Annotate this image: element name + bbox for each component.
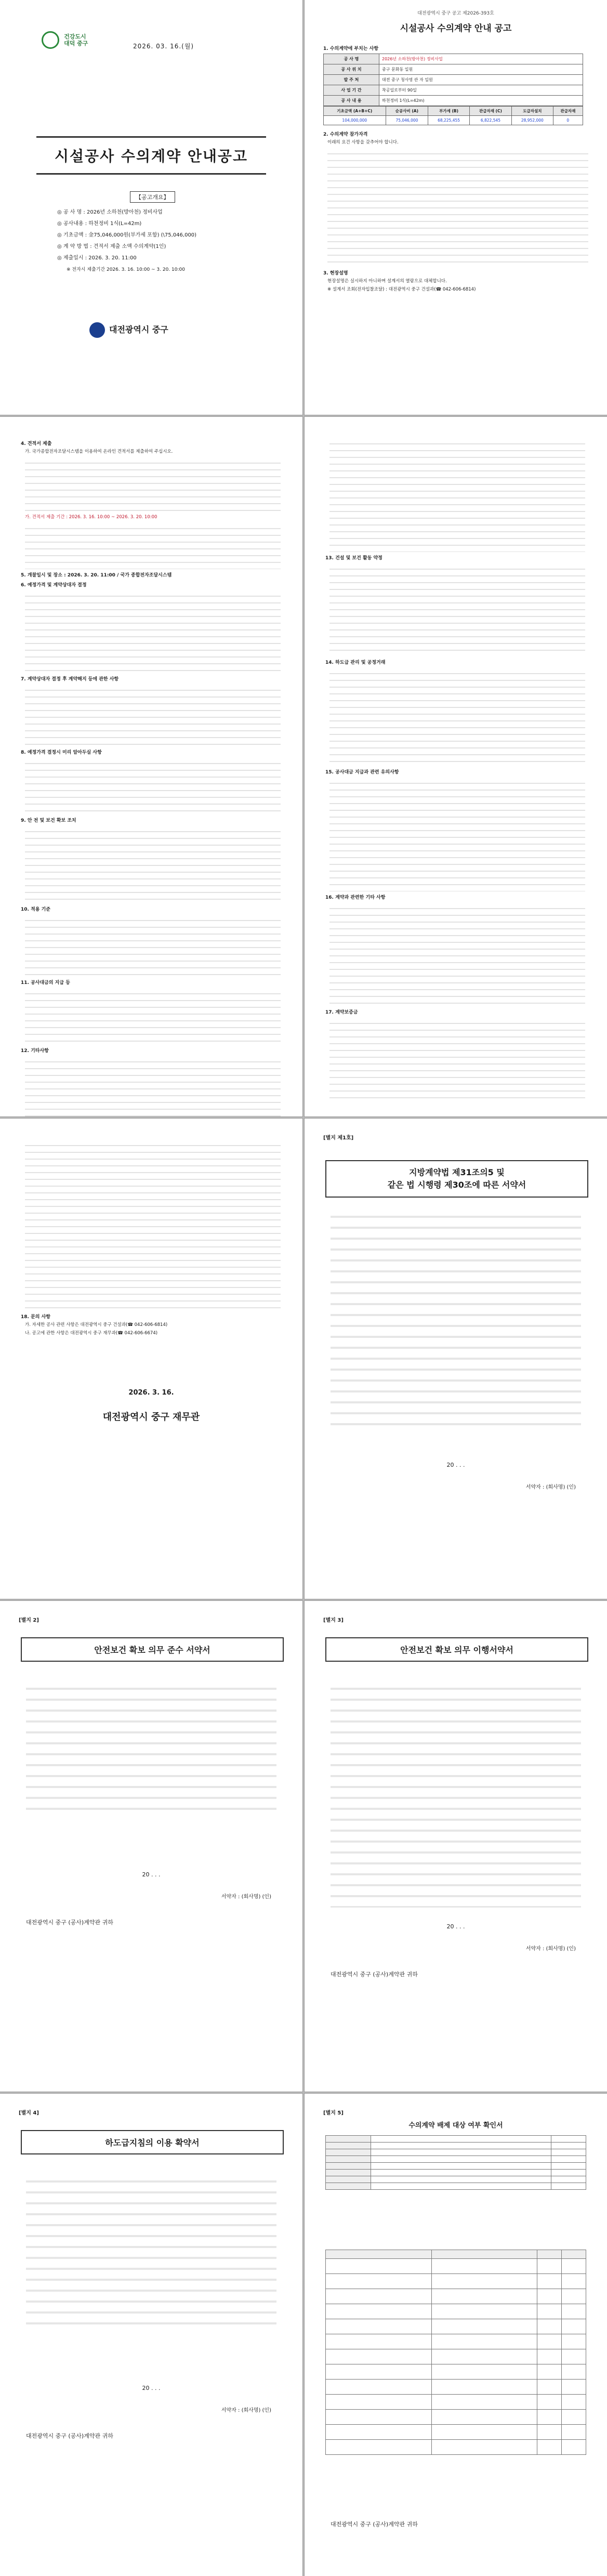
contact-line: 가. 자세한 공사 관련 사항은 대전광역시 중구 건설과(☎ 042-606-6814) bbox=[25, 1322, 168, 1328]
text-lines bbox=[329, 1017, 585, 1100]
section-heading: 11. 공사대금의 지급 등 bbox=[21, 980, 70, 985]
section-1 bbox=[323, 43, 588, 295]
closing-section bbox=[21, 1139, 281, 1338]
table-row bbox=[326, 2163, 586, 2170]
summary-item: ◎ 기초금액 : 金75,046,000원(부가세 포함) (\75,046,000) bbox=[57, 232, 197, 238]
table-row bbox=[326, 2143, 586, 2149]
notice-date: 2026. 3. 16. bbox=[128, 1389, 174, 1397]
section-note: ※ 설계서 조회(전자입찰조달) : 대전광역시 중구 건설과(☎ 042-606-6814) bbox=[327, 287, 476, 292]
section-heading: 7. 계약상대자 결정 후 계약해지 등에 관한 사항 bbox=[21, 677, 119, 682]
cost-table bbox=[323, 106, 583, 125]
summary-item: ◎ 제출일시 : 2026. 3. 20. 11:00 bbox=[57, 255, 137, 261]
text-lines bbox=[25, 914, 281, 977]
table-row: 발 주 처 대전 중구 청사영 관 자 일원 bbox=[324, 75, 583, 85]
table-row bbox=[326, 2176, 586, 2183]
gov-mark bbox=[89, 322, 168, 338]
text-lines bbox=[25, 988, 281, 1045]
summary-note: ※ 전자시 제출기간 2026. 3. 16. 10:00 ~ 3. 20. 10:00 bbox=[67, 267, 185, 272]
signature-line: 서약자 : (회사명) (인) bbox=[525, 1946, 576, 1952]
form-tag: [별지 2] bbox=[19, 1618, 39, 1623]
form-recipient: 대전광역시 중구 (공사)계약관 귀하 bbox=[26, 2433, 113, 2439]
form-pledge-1 bbox=[305, 1119, 607, 1599]
form-title: 안전보건 확보 의무 준수 서약서 bbox=[21, 1637, 284, 1662]
conditions-right bbox=[325, 438, 585, 1100]
table-row bbox=[326, 2440, 586, 2455]
cover-page bbox=[0, 0, 302, 415]
summary-item: ◎ 계 약 방 법 : 견적서 제출 소액 수의계약(1인) bbox=[57, 244, 166, 249]
section-heading: 3. 현장설명 bbox=[323, 271, 348, 276]
table-row: 공 사 위 치 중구 문화동 일원 bbox=[324, 64, 583, 75]
table-row: 104,000,000 75,046,000 68,225,455 6,822,545 28,952,000 0 bbox=[324, 116, 583, 125]
text-lines bbox=[25, 590, 281, 673]
table-row bbox=[326, 2149, 586, 2156]
signature-line: 서약자 : (회사명) (인) bbox=[221, 1894, 271, 1900]
submission-period: 가. 견적서 제출 기간 : 2026. 3. 16. 10:00 ~ 2026. 3. 20. 10:00 bbox=[25, 515, 157, 520]
section-heading: 6. 예정가격 및 계약상대자 결정 bbox=[21, 583, 87, 588]
text-lines bbox=[327, 148, 588, 267]
signer: 대전광역시 중구 재무관 bbox=[102, 1412, 200, 1423]
table-row: 공 사 명 2026년 소하천(방아천) 정비사업 bbox=[324, 54, 583, 64]
notice-page-2 bbox=[0, 417, 302, 1116]
conditions-left bbox=[21, 438, 281, 1116]
table-row bbox=[326, 2250, 586, 2259]
form-recipient: 대전광역시 중구 (공사)계약관 귀하 bbox=[26, 1919, 113, 1926]
form-title-line: 지방계약법 제31조의5 및 bbox=[409, 1167, 505, 1177]
table-row bbox=[326, 2319, 586, 2334]
checklist-detail-table bbox=[325, 2250, 586, 2455]
section-heading: 14. 하도급 관리 및 공정거래 bbox=[325, 660, 386, 665]
section-heading: 4. 견적서 제출 bbox=[21, 441, 52, 446]
form-pledge-3 bbox=[305, 1601, 607, 2092]
section-heading: 10. 적용 기준 bbox=[21, 907, 50, 912]
logo-line1: 건강도시 bbox=[64, 33, 86, 40]
table-row bbox=[326, 2380, 586, 2395]
notice-label: 【공고개요】 bbox=[130, 191, 175, 203]
text-lines bbox=[25, 457, 281, 514]
section-heading: 5. 개찰일시 및 장소 : 2026. 3. 20. 11:00 / 국가 종합전자조달시스템 bbox=[21, 573, 172, 578]
table-row bbox=[326, 2156, 586, 2163]
table-row bbox=[326, 2349, 586, 2364]
section-text: 현장설명은 실시하지 아니하며 설계서의 열람으로 대체합니다. bbox=[327, 279, 447, 284]
table-row bbox=[326, 2274, 586, 2289]
notice-page-4 bbox=[0, 1119, 302, 1599]
notice-page-1 bbox=[305, 0, 607, 415]
form-checklist bbox=[305, 2094, 607, 2576]
form-text bbox=[26, 1679, 276, 1814]
logo-mark-icon bbox=[42, 31, 59, 49]
table-row bbox=[326, 2259, 586, 2274]
gov-name: 대전광역시 중구 bbox=[109, 324, 168, 335]
city-emblem-icon bbox=[89, 322, 105, 338]
form-tag: [별지 3] bbox=[323, 1618, 344, 1623]
form-pledge-4 bbox=[0, 2094, 302, 2576]
cover-date: 2026. 03. 16.(월) bbox=[133, 43, 194, 50]
cover-title: 시설공사 수의계약 안내공고 bbox=[36, 136, 266, 175]
form-date: 20 . . . bbox=[446, 1462, 465, 1468]
table-row: 사 업 기 간 착공일로부터 90일 bbox=[324, 85, 583, 96]
form-recipient: 대전광역시 중구 (공사)계약관 귀하 bbox=[331, 1971, 418, 1978]
table-row bbox=[326, 2395, 586, 2410]
table-row: 공 사 내 용 하천정비 1식(L=42m) bbox=[324, 96, 583, 106]
form-text bbox=[26, 2172, 276, 2328]
text-lines bbox=[25, 1139, 281, 1311]
form-title-line: 같은 법 시행령 제30조에 따른 서약서 bbox=[387, 1180, 526, 1190]
form-tag: [별지 제1호] bbox=[323, 1135, 354, 1141]
summary-list bbox=[57, 207, 196, 275]
section-heading: 15. 공사대금 지급과 관련 유의사항 bbox=[325, 770, 399, 775]
summary-item: ◎ 공 사 명 : 2026년 소하천(방아천) 정비사업 bbox=[57, 209, 163, 215]
section-heading: 13. 건설 및 보건 활동 약정 bbox=[325, 556, 382, 561]
section-text: 가. 국가종합전자조달시스템을 이용하여 온라인 견적서를 제출하여 주십시오. bbox=[25, 449, 173, 454]
text-lines bbox=[25, 825, 281, 903]
text-lines bbox=[329, 438, 585, 552]
table-row bbox=[326, 2289, 586, 2304]
logo-line2: 대덕 중구 bbox=[64, 40, 88, 47]
checklist-table bbox=[325, 2135, 586, 2190]
section-heading: 2. 수의계약 참가자격 bbox=[323, 132, 368, 137]
text-lines bbox=[329, 667, 585, 766]
table-row bbox=[326, 2170, 586, 2176]
form-text bbox=[331, 1207, 581, 1430]
text-lines bbox=[329, 777, 585, 891]
section-heading: 1. 수의계약에 부치는 사항 bbox=[323, 46, 379, 51]
form-date: 20 . . . bbox=[142, 1871, 161, 1878]
table-row bbox=[326, 2136, 586, 2143]
text-lines bbox=[329, 902, 585, 1006]
text-lines bbox=[25, 757, 281, 814]
district-logo bbox=[42, 31, 99, 56]
form-pledge-2 bbox=[0, 1601, 302, 2092]
section-heading: 8. 예정가격 결정시 미리 알아두실 사항 bbox=[21, 750, 102, 755]
table-row bbox=[326, 2183, 586, 2190]
form-date: 20 . . . bbox=[142, 2385, 161, 2391]
notice-page-3 bbox=[305, 417, 607, 1116]
form-date: 20 . . . bbox=[446, 1923, 465, 1930]
form-title: 수의계약 배제 대상 여부 확인서 bbox=[408, 2122, 503, 2130]
section-heading: 9. 안 전 및 보건 확보 조치 bbox=[21, 818, 76, 823]
table-row bbox=[326, 2410, 586, 2425]
notice-header: 대전광역시 중구 공고 제2026-393호 bbox=[417, 11, 494, 16]
text-lines bbox=[25, 684, 281, 746]
contact-line: 나. 공고에 관한 사항은 대전광역시 중구 재무과(☎ 042-606-6674) bbox=[25, 1331, 158, 1336]
form-tag: [별지 5] bbox=[323, 2110, 344, 2116]
text-lines bbox=[329, 563, 585, 656]
notice-title: 시설공사 수의계약 안내 공고 bbox=[400, 23, 512, 34]
form-tag: [별지 4] bbox=[19, 2110, 39, 2116]
form-title: 안전보건 확보 의무 이행서약서 bbox=[325, 1637, 588, 1662]
section-heading: 16. 계약과 관련한 기타 사항 bbox=[325, 895, 386, 900]
text-lines bbox=[25, 522, 281, 569]
info-table bbox=[323, 54, 583, 106]
section-heading: 12. 기타사항 bbox=[21, 1048, 49, 1054]
form-recipient: 대전광역시 중구 (공사)계약관 귀하 bbox=[331, 2521, 418, 2528]
table-row bbox=[326, 2425, 586, 2440]
section-text: 이래의 요건 사항을 갖추어야 합니다. bbox=[327, 140, 399, 145]
form-text bbox=[331, 1679, 581, 1908]
form-title bbox=[325, 1160, 588, 1198]
text-lines bbox=[25, 1056, 281, 1116]
signature-line: 서약자 : (회사명) (인) bbox=[525, 1484, 576, 1490]
section-heading: 18. 문의 사항 bbox=[21, 1315, 50, 1320]
table-row bbox=[326, 2334, 586, 2349]
summary-item: ◎ 공사내용 : 하천정비 1식(L=42m) bbox=[57, 221, 142, 227]
form-title: 하도급지침의 이용 확약서 bbox=[21, 2130, 284, 2154]
table-header-row: 기초금액 (A+B+C) 순공사비 (A) 부가세 (B) 관급자재 (C) 도급자설치 관급자재 bbox=[324, 107, 583, 116]
section-heading: 17. 계약보증금 bbox=[325, 1010, 358, 1015]
signature-line: 서약자 : (회사명) (인) bbox=[221, 2408, 271, 2413]
table-row bbox=[326, 2364, 586, 2380]
table-row bbox=[326, 2304, 586, 2319]
